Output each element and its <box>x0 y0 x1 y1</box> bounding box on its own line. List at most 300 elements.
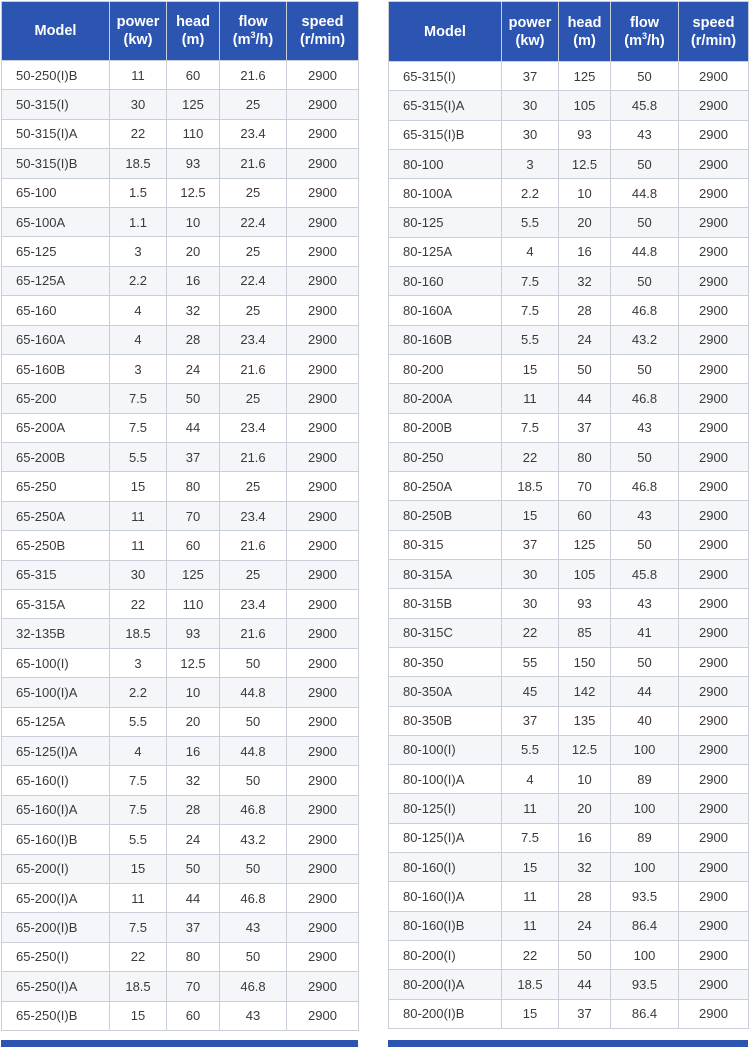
cell-speed: 2900 <box>287 472 359 501</box>
cell-head: 32 <box>167 766 220 795</box>
table-row <box>2 648 359 677</box>
cell-flow: 89 <box>611 765 679 794</box>
cell-flow: 46.8 <box>220 883 287 912</box>
table-row <box>2 149 359 178</box>
cell-model: 65-160(I)A <box>2 795 110 824</box>
table-row <box>2 913 359 942</box>
table-row <box>389 267 749 296</box>
table-row <box>389 706 749 735</box>
table-row <box>2 266 359 295</box>
header-head: head (m) <box>559 2 611 62</box>
cell-flow: 44 <box>611 677 679 706</box>
cell-head: 44 <box>559 970 611 999</box>
cell-speed: 2900 <box>287 590 359 619</box>
table-row <box>2 384 359 413</box>
cell-model: 80-160 <box>389 267 502 296</box>
cell-model: 80-125(I)A <box>389 823 502 852</box>
cell-speed: 2900 <box>287 354 359 383</box>
cell-power: 30 <box>110 560 167 589</box>
cell-power: 2.2 <box>502 179 559 208</box>
cell-power: 22 <box>502 618 559 647</box>
cell-power: 11 <box>502 911 559 940</box>
cell-head: 24 <box>167 825 220 854</box>
cell-head: 10 <box>167 207 220 236</box>
table-row <box>2 795 359 824</box>
cell-speed: 2900 <box>287 384 359 413</box>
cell-power: 7.5 <box>110 413 167 442</box>
cell-power: 18.5 <box>110 972 167 1001</box>
cell-power: 7.5 <box>502 823 559 852</box>
cell-flow: 21.6 <box>220 61 287 90</box>
cell-model: 65-100(I) <box>2 648 110 677</box>
cell-model: 65-200(I)A <box>2 883 110 912</box>
cell-head: 50 <box>559 354 611 383</box>
cell-power: 11 <box>110 883 167 912</box>
cell-power: 15 <box>110 472 167 501</box>
cell-model: 80-200A <box>389 384 502 413</box>
cell-flow: 25 <box>220 296 287 325</box>
cell-power: 5.5 <box>502 208 559 237</box>
cell-model: 65-250(I)A <box>2 972 110 1001</box>
cell-model: 80-125A <box>389 237 502 266</box>
cell-power: 22 <box>502 442 559 471</box>
cell-power: 5.5 <box>110 443 167 472</box>
cell-head: 20 <box>167 237 220 266</box>
cell-flow: 46.8 <box>611 296 679 325</box>
cell-speed: 2900 <box>287 766 359 795</box>
cell-head: 12.5 <box>559 149 611 178</box>
table-row <box>2 178 359 207</box>
table-row <box>2 942 359 971</box>
table-row <box>389 853 749 882</box>
cell-power: 30 <box>110 90 167 119</box>
table-row <box>389 325 749 354</box>
cell-flow: 46.8 <box>220 972 287 1001</box>
cell-head: 37 <box>559 413 611 442</box>
cell-head: 70 <box>167 972 220 1001</box>
cell-model: 80-315 <box>389 530 502 559</box>
table-row <box>389 765 749 794</box>
cell-model: 65-315(I)A <box>389 91 502 120</box>
cell-speed: 2900 <box>679 472 749 501</box>
cell-speed: 2900 <box>679 208 749 237</box>
cell-power: 2.2 <box>110 266 167 295</box>
cell-flow: 50 <box>611 208 679 237</box>
cell-power: 5.5 <box>110 707 167 736</box>
cell-speed: 2900 <box>287 178 359 207</box>
cell-power: 22 <box>110 590 167 619</box>
cell-head: 12.5 <box>167 178 220 207</box>
table-row <box>2 413 359 442</box>
cell-speed: 2900 <box>287 325 359 354</box>
table-row <box>389 384 749 413</box>
cell-head: 125 <box>167 90 220 119</box>
cell-speed: 2900 <box>287 90 359 119</box>
cell-speed: 2900 <box>287 61 359 90</box>
cell-speed: 2900 <box>679 911 749 940</box>
cell-flow: 100 <box>611 853 679 882</box>
table-row <box>2 237 359 266</box>
cell-flow: 21.6 <box>220 443 287 472</box>
cell-power: 4 <box>502 237 559 266</box>
cell-speed: 2900 <box>679 354 749 383</box>
cell-model: 65-160A <box>2 325 110 354</box>
cell-head: 125 <box>559 62 611 91</box>
cell-flow: 44.8 <box>611 237 679 266</box>
header-speed: speed (r/min) <box>679 2 749 62</box>
cell-speed: 2900 <box>679 62 749 91</box>
cell-model: 80-160B <box>389 325 502 354</box>
cell-flow: 93.5 <box>611 882 679 911</box>
cell-model: 50-315(I)A <box>2 119 110 148</box>
table-row <box>389 794 749 823</box>
cell-model: 80-350 <box>389 647 502 676</box>
table-row <box>389 179 749 208</box>
cell-power: 5.5 <box>110 825 167 854</box>
cell-power: 45 <box>502 677 559 706</box>
cell-power: 7.5 <box>110 913 167 942</box>
cell-flow: 50 <box>220 707 287 736</box>
table-row <box>2 354 359 383</box>
cell-model: 80-100(I) <box>389 735 502 764</box>
cell-head: 60 <box>167 1001 220 1030</box>
cell-speed: 2900 <box>287 648 359 677</box>
cell-speed: 2900 <box>679 91 749 120</box>
header-model: Model <box>389 2 502 62</box>
cell-speed: 2900 <box>287 795 359 824</box>
cell-model: 80-200(I)B <box>389 999 502 1028</box>
cell-model: 80-200B <box>389 413 502 442</box>
cell-speed: 2900 <box>679 149 749 178</box>
cell-model: 65-125 <box>2 237 110 266</box>
cell-power: 11 <box>110 531 167 560</box>
cell-head: 93 <box>167 619 220 648</box>
table-row <box>389 589 749 618</box>
cell-flow: 21.6 <box>220 149 287 178</box>
cell-speed: 2900 <box>287 854 359 883</box>
cell-flow: 46.8 <box>611 472 679 501</box>
cell-flow: 21.6 <box>220 531 287 560</box>
cell-flow: 43 <box>611 413 679 442</box>
pump-spec-table-left <box>1 1 359 1031</box>
cell-flow: 50 <box>611 62 679 91</box>
cell-flow: 89 <box>611 823 679 852</box>
cell-speed: 2900 <box>287 619 359 648</box>
cell-power: 55 <box>502 647 559 676</box>
cell-speed: 2900 <box>679 384 749 413</box>
cell-flow: 50 <box>611 647 679 676</box>
cell-flow: 46.8 <box>611 384 679 413</box>
cell-power: 7.5 <box>110 766 167 795</box>
cell-speed: 2900 <box>679 882 749 911</box>
cell-head: 44 <box>559 384 611 413</box>
cell-model: 80-100(I)A <box>389 765 502 794</box>
table-row <box>389 442 749 471</box>
cell-power: 15 <box>110 1001 167 1030</box>
cell-power: 3 <box>502 149 559 178</box>
cell-speed: 2900 <box>287 443 359 472</box>
cell-power: 4 <box>110 736 167 765</box>
cell-speed: 2900 <box>287 825 359 854</box>
cell-flow: 40 <box>611 706 679 735</box>
table-row <box>2 443 359 472</box>
cell-power: 3 <box>110 237 167 266</box>
table-row <box>2 501 359 530</box>
pump-spec-table-right <box>388 1 749 1029</box>
table-row <box>2 90 359 119</box>
cell-head: 28 <box>559 882 611 911</box>
cell-head: 12.5 <box>167 648 220 677</box>
cell-power: 37 <box>502 530 559 559</box>
cell-model: 80-200(I)A <box>389 970 502 999</box>
cell-flow: 22.4 <box>220 207 287 236</box>
cell-head: 20 <box>559 794 611 823</box>
cell-speed: 2900 <box>679 237 749 266</box>
cell-flow: 23.4 <box>220 501 287 530</box>
cell-speed: 2900 <box>679 296 749 325</box>
cell-speed: 2900 <box>287 149 359 178</box>
table-row <box>2 619 359 648</box>
cell-speed: 2900 <box>679 823 749 852</box>
cell-model: 65-315A <box>2 590 110 619</box>
table-row <box>2 590 359 619</box>
cell-head: 80 <box>167 472 220 501</box>
table-row <box>2 61 359 90</box>
cell-head: 105 <box>559 91 611 120</box>
cell-head: 105 <box>559 560 611 589</box>
cell-model: 65-100(I)A <box>2 678 110 707</box>
cell-head: 80 <box>559 442 611 471</box>
cell-head: 93 <box>167 149 220 178</box>
cell-power: 7.5 <box>502 267 559 296</box>
cell-speed: 2900 <box>679 794 749 823</box>
cell-flow: 25 <box>220 237 287 266</box>
cell-power: 15 <box>502 501 559 530</box>
cell-speed: 2900 <box>679 413 749 442</box>
cell-power: 18.5 <box>502 970 559 999</box>
bottom-bar-right <box>388 1040 748 1047</box>
table-row <box>389 677 749 706</box>
table-row <box>389 647 749 676</box>
cell-power: 15 <box>502 354 559 383</box>
cell-head: 50 <box>559 940 611 969</box>
cell-speed: 2900 <box>287 531 359 560</box>
cell-flow: 43 <box>220 913 287 942</box>
cell-model: 65-315 <box>2 560 110 589</box>
header-flow: flow $(m^3/h)$ <box>220 2 287 61</box>
cell-flow: 50 <box>611 267 679 296</box>
cell-head: 10 <box>167 678 220 707</box>
cell-head: 20 <box>559 208 611 237</box>
table-row <box>389 413 749 442</box>
table-row <box>389 149 749 178</box>
cell-speed: 2900 <box>679 120 749 149</box>
cell-flow: 50 <box>611 149 679 178</box>
table-row <box>2 678 359 707</box>
cell-power: 11 <box>502 882 559 911</box>
cell-model: 80-315B <box>389 589 502 618</box>
cell-speed: 2900 <box>287 119 359 148</box>
table-row <box>389 735 749 764</box>
cell-speed: 2900 <box>679 179 749 208</box>
cell-model: 80-350B <box>389 706 502 735</box>
table-row <box>389 296 749 325</box>
cell-model: 65-200(I) <box>2 854 110 883</box>
cell-flow: 22.4 <box>220 266 287 295</box>
cell-model: 80-350A <box>389 677 502 706</box>
cell-power: 30 <box>502 91 559 120</box>
cell-power: 15 <box>110 854 167 883</box>
cell-model: 80-100A <box>389 179 502 208</box>
cell-head: 85 <box>559 618 611 647</box>
cell-flow: 43.2 <box>611 325 679 354</box>
cell-power: 18.5 <box>110 619 167 648</box>
cell-model: 65-100A <box>2 207 110 236</box>
cell-power: 22 <box>502 940 559 969</box>
table-row <box>389 208 749 237</box>
cell-model: 65-125A <box>2 707 110 736</box>
cell-power: 3 <box>110 648 167 677</box>
table-row <box>389 560 749 589</box>
cell-model: 65-250B <box>2 531 110 560</box>
cell-head: 28 <box>559 296 611 325</box>
cell-power: 37 <box>502 62 559 91</box>
cell-flow: 43 <box>611 120 679 149</box>
cell-flow: 25 <box>220 560 287 589</box>
cell-power: 37 <box>502 706 559 735</box>
cell-flow: 50 <box>220 648 287 677</box>
cell-model: 65-100 <box>2 178 110 207</box>
cell-model: 80-200(I) <box>389 940 502 969</box>
header-power: power (kw) <box>110 2 167 61</box>
cell-head: 37 <box>167 443 220 472</box>
cell-head: 60 <box>559 501 611 530</box>
cell-speed: 2900 <box>287 501 359 530</box>
cell-head: 28 <box>167 325 220 354</box>
cell-flow: 43 <box>611 501 679 530</box>
table-row <box>2 207 359 236</box>
cell-flow: 23.4 <box>220 325 287 354</box>
cell-head: 16 <box>559 237 611 266</box>
cell-head: 150 <box>559 647 611 676</box>
cell-model: 80-250A <box>389 472 502 501</box>
cell-model: 65-250A <box>2 501 110 530</box>
cell-model: 50-250(I)B <box>2 61 110 90</box>
cell-model: 32-135B <box>2 619 110 648</box>
cell-head: 110 <box>167 119 220 148</box>
cell-model: 80-160(I) <box>389 853 502 882</box>
cell-model: 80-160A <box>389 296 502 325</box>
cell-flow: 46.8 <box>220 795 287 824</box>
cell-speed: 2900 <box>679 706 749 735</box>
header-flow: flow $(m^3/h)$ <box>611 2 679 62</box>
table-row <box>389 618 749 647</box>
cell-head: 10 <box>559 179 611 208</box>
table-row <box>389 823 749 852</box>
cell-flow: 25 <box>220 384 287 413</box>
cell-flow: 23.4 <box>220 413 287 442</box>
cell-head: 16 <box>167 736 220 765</box>
table-header-row <box>389 2 749 62</box>
cell-model: 80-100 <box>389 149 502 178</box>
cell-head: 125 <box>167 560 220 589</box>
cell-model: 80-125(I) <box>389 794 502 823</box>
cell-head: 32 <box>559 267 611 296</box>
cell-head: 135 <box>559 706 611 735</box>
cell-power: 30 <box>502 120 559 149</box>
cell-speed: 2900 <box>287 413 359 442</box>
cell-model: 50-315(I) <box>2 90 110 119</box>
cell-flow: 50 <box>220 854 287 883</box>
cell-flow: 50 <box>220 766 287 795</box>
table-row <box>2 854 359 883</box>
cell-power: 7.5 <box>502 413 559 442</box>
cell-model: 65-250(I)B <box>2 1001 110 1030</box>
cell-speed: 2900 <box>287 942 359 971</box>
cell-flow: 23.4 <box>220 119 287 148</box>
table-row <box>2 736 359 765</box>
cell-model: 80-125 <box>389 208 502 237</box>
cell-flow: 23.4 <box>220 590 287 619</box>
cell-model: 65-125(I)A <box>2 736 110 765</box>
cell-model: 65-200B <box>2 443 110 472</box>
cell-flow: 43.2 <box>220 825 287 854</box>
cell-model: 65-250 <box>2 472 110 501</box>
cell-flow: 45.8 <box>611 560 679 589</box>
cell-speed: 2900 <box>679 501 749 530</box>
cell-model: 65-160 <box>2 296 110 325</box>
table-row <box>389 91 749 120</box>
cell-speed: 2900 <box>679 530 749 559</box>
table-row <box>2 972 359 1001</box>
cell-head: 28 <box>167 795 220 824</box>
cell-power: 11 <box>110 61 167 90</box>
cell-speed: 2900 <box>679 940 749 969</box>
cell-head: 37 <box>167 913 220 942</box>
cell-speed: 2900 <box>679 735 749 764</box>
cell-head: 50 <box>167 854 220 883</box>
cell-head: 110 <box>167 590 220 619</box>
table-row <box>2 119 359 148</box>
cell-flow: 21.6 <box>220 354 287 383</box>
table-row <box>389 354 749 383</box>
cell-power: 22 <box>110 942 167 971</box>
cell-model: 65-125A <box>2 266 110 295</box>
cell-flow: 44.8 <box>611 179 679 208</box>
cell-speed: 2900 <box>679 853 749 882</box>
cell-power: 2.2 <box>110 678 167 707</box>
cell-speed: 2900 <box>679 970 749 999</box>
cell-head: 16 <box>167 266 220 295</box>
cell-flow: 44.8 <box>220 678 287 707</box>
table-row <box>389 501 749 530</box>
cell-speed: 2900 <box>679 999 749 1028</box>
cell-model: 80-200 <box>389 354 502 383</box>
cell-speed: 2900 <box>287 678 359 707</box>
cell-power: 30 <box>502 560 559 589</box>
cell-head: 93 <box>559 589 611 618</box>
cell-model: 80-315A <box>389 560 502 589</box>
cell-speed: 2900 <box>287 560 359 589</box>
cell-head: 125 <box>559 530 611 559</box>
cell-model: 80-250 <box>389 442 502 471</box>
header-power: power (kw) <box>502 2 559 62</box>
bottom-bar-left <box>1 1040 358 1047</box>
cell-speed: 2900 <box>679 560 749 589</box>
cell-power: 5.5 <box>502 735 559 764</box>
cell-model: 80-315C <box>389 618 502 647</box>
table-row <box>2 1001 359 1030</box>
